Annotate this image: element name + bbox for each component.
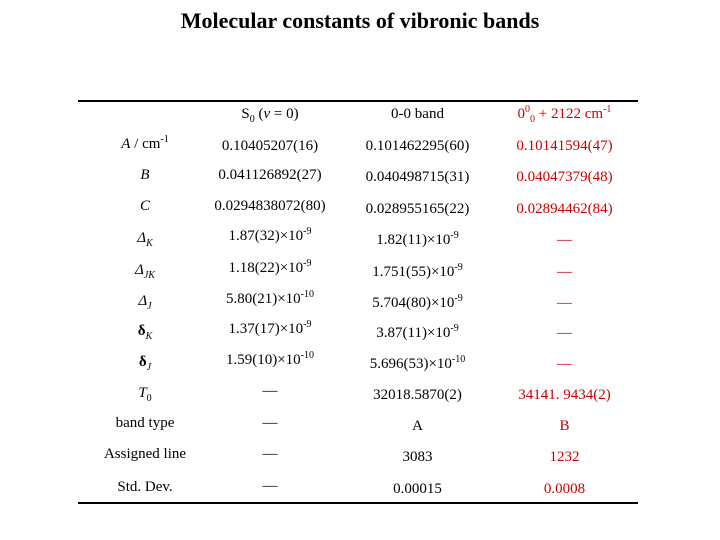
row-label-t0: $T_0$ [138,385,152,404]
cell-assigned-line-excited: 1232 [549,449,580,465]
row-label-small-delta-k: $\delta_K$ [137,323,153,342]
table-top-rule [78,100,638,102]
cell-assigned-line-00: 3083 [402,449,433,465]
header-excited-band: $0^0_0 + 2122$ $cm^{-1}$ [517,104,612,125]
row-label-c: C [139,198,150,214]
cell-small-delta-k-00: $3.87(11)\times 10^{-9}$ [376,323,459,341]
cell-b-excited: 0.04047379(48) [516,169,613,185]
cell-c-00: 0.028955165(22) [365,201,470,217]
cell-delta-jk-excited: — [557,264,572,280]
cell-a-ground: 0.10405207(16) [221,138,319,154]
cell-c-ground: 0.0294838072(80) [214,198,326,214]
cell-t0-00: 32018.5870(2) [373,387,462,403]
row-label-small-delta-j: $\delta_J$ [138,354,152,373]
cell-delta-k-excited: — [557,232,572,248]
row-label-b: B [140,167,150,183]
cell-std-dev-ground: — [262,478,278,494]
cell-delta-j-00: $5.704(80)\times 10^{-9}$ [372,293,463,311]
cell-delta-j-ground: $5.80(21)\times 10^{-10}$ [225,289,315,307]
cell-b-00: 0.040498715(31) [365,169,470,185]
cell-band-type-excited: B [559,418,570,434]
page-title: Molecular constants of vibronic bands [180,8,540,33]
cell-std-dev-excited: 0.0008 [543,481,586,497]
cell-delta-k-00: $1.82(11)\times 10^{-9}$ [376,230,459,248]
cell-assigned-line-ground: — [262,446,278,462]
row-label-delta-jk: $\Delta_{JK}$ [135,262,155,281]
cell-delta-jk-00: $1.751(55)\times 10^{-9}$ [372,262,463,280]
cell-t0-excited: 34141. 9434(2) [518,387,611,403]
cell-small-delta-j-00: $5.696(53)\times 10^{-10}$ [369,354,466,372]
row-label-delta-k: $\Delta_K$ [137,230,153,249]
cell-delta-jk-ground: $1.18(22)\times 10^{-9}$ [228,258,312,276]
cell-small-delta-k-excited: — [557,325,572,341]
row-label-band-type: band type [115,415,175,431]
cell-small-delta-j-ground: $1.59(10)\times 10^{-10}$ [225,350,315,368]
table-bottom-rule [78,502,638,504]
row-label-delta-j: $\Delta_J$ [138,293,152,312]
cell-a-excited: 0.10141594(47) [516,138,613,154]
cell-std-dev-00: 0.00015 [393,481,442,497]
header-ground-state: $S_0$ (v = 0) [241,106,299,125]
cell-c-excited: 0.02894462(84) [516,201,613,217]
cell-band-type-00: A [412,418,423,434]
cell-a-00: 0.101462295(60) [365,138,470,154]
row-label-std-dev: Std. Dev. [117,479,173,495]
header-00-band: 0-0 band [391,106,444,122]
cell-small-delta-j-excited: — [557,356,572,372]
cell-delta-k-ground: $1.87(32)\times 10^{-9}$ [228,226,312,244]
cell-t0-ground: — [262,383,278,399]
cell-delta-j-excited: — [557,295,572,311]
cell-small-delta-k-ground: $1.37(17)\times 10^{-9}$ [228,319,312,337]
row-label-a: A / $cm^{-1}$ [121,134,169,152]
row-label-assigned-line: Assigned line [103,446,187,462]
cell-band-type-ground: — [262,415,278,431]
cell-b-ground: 0.041126892(27) [218,167,322,183]
